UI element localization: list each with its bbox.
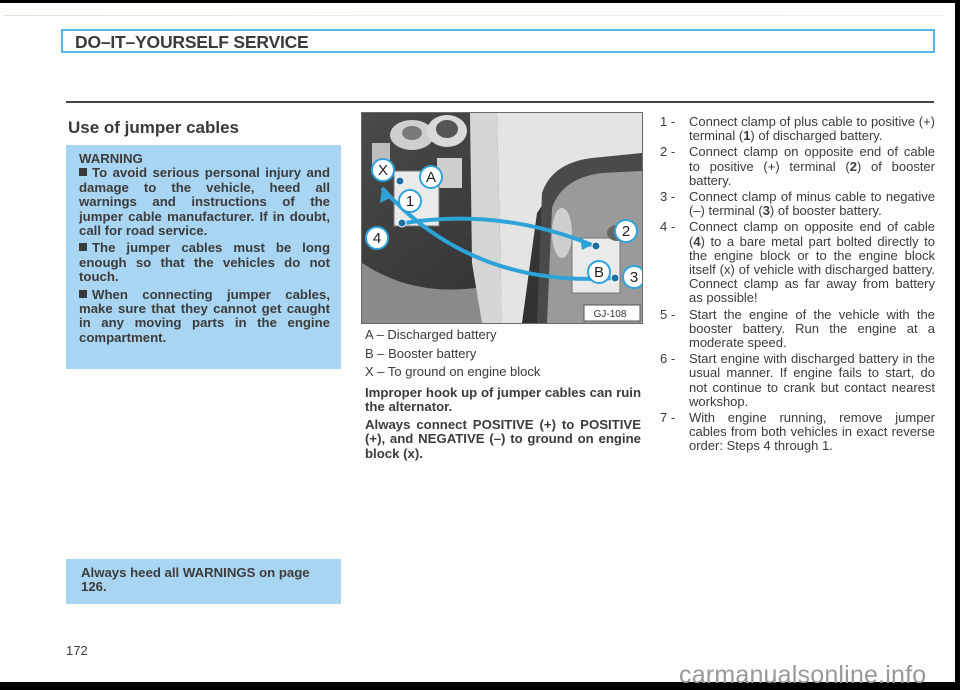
step-number: 2 - xyxy=(660,144,676,160)
engine-bay-illustration xyxy=(362,113,642,323)
step-number: 3 - xyxy=(660,189,676,205)
polarity-caution: Always connect POSITIVE (+) to POSITIVE (+), and NEGATIVE (–) to ground on engine block (x). xyxy=(365,417,641,461)
svg-text:4: 4 xyxy=(372,230,382,247)
callout-b xyxy=(588,261,610,283)
legend-item-a: A – Discharged battery xyxy=(365,327,497,342)
step-item: 1 - Connect clamp of plus cable to positive (+) terminal (1) of discharged battery. xyxy=(660,114,935,144)
figure-code: GJ-108 xyxy=(593,309,627,320)
step-item: 4 - Connect clamp on opposite end of cable (4) to a bare metal part bolted directly to the engine block or to the engine block itself (x) of vehicle with discharged battery. Connect clamp as far away from battery as possible! xyxy=(660,219,935,306)
warning-item: When connecting jumper cables, make sure that they cannot get caught in any moving parts in the engine compartment. xyxy=(79,286,330,345)
top-rule xyxy=(4,15,944,16)
callout-a xyxy=(420,166,442,188)
step-number: 5 - xyxy=(660,306,676,322)
square-bullet-icon xyxy=(79,243,87,251)
svg-text:B: B xyxy=(593,264,605,281)
step-item: 3 - Connect clamp of minus cable to negative (–) terminal (3) of booster battery. xyxy=(660,189,935,219)
procedure-steps xyxy=(660,115,935,456)
jumper-cable-diagram xyxy=(361,112,643,324)
step-number: 7 - xyxy=(660,410,676,426)
site-watermark: carmanualsonline.info xyxy=(679,661,927,689)
step-item: 5 - Start the engine of the vehicle with the booster battery. Run the engine at a moderate speed. xyxy=(660,306,935,351)
alternator-caution: Improper hook up of jumper cables can ruin the alternator. xyxy=(365,384,641,414)
step-number: 1 - xyxy=(660,114,676,129)
figure-legend xyxy=(365,326,641,461)
warning-title: WARNING xyxy=(79,151,143,166)
legend-item-b: B – Booster battery xyxy=(365,345,477,361)
step-number: 6 - xyxy=(660,351,676,367)
warning-box xyxy=(66,145,341,369)
callout-4 xyxy=(366,227,388,249)
page-edge xyxy=(955,0,960,685)
callout-3 xyxy=(623,266,642,288)
section-title: Use of jumper cables xyxy=(68,118,240,137)
page-number: 172 xyxy=(66,643,88,658)
manual-page xyxy=(0,3,955,689)
callout-x xyxy=(372,159,394,181)
step-item: 6 - Start engine with discharged battery in the usual manner. If engine fails to start, do not continue to crank but contact nearest workshop. xyxy=(660,351,935,409)
warning-item: To avoid serious personal injury and damage to the vehicle, heed all warnings and instructions of the jumper cable manufacturer. If in doubt, call for road service. xyxy=(79,165,330,239)
step-item: 7 - With engine running, remove jumper cables from both vehicles in exact reverse order: Steps 4 through 1. xyxy=(660,410,935,454)
callout-2 xyxy=(615,220,637,242)
step-number: 4 - xyxy=(660,219,676,235)
chapter-header xyxy=(61,29,935,53)
step-item: 2 - Connect clamp on opposite end of cable to positive (+) terminal (2) of booster battery. xyxy=(660,144,935,188)
square-bullet-icon xyxy=(79,168,87,176)
legend-item-x: X – To ground on engine block xyxy=(365,364,541,379)
svg-text:X: X xyxy=(377,162,389,179)
svg-text:1: 1 xyxy=(405,193,415,210)
svg-text:A: A xyxy=(425,169,437,186)
warnings-reference-note: Always heed all WARNINGS on page 126. xyxy=(66,559,341,604)
section-divider xyxy=(66,101,934,103)
warning-item: The jumper cables must be long enough so that the vehicles do not touch. xyxy=(79,240,330,285)
chapter-title: DO–IT–YOURSELF SERVICE xyxy=(75,32,309,52)
callout-1 xyxy=(399,190,421,212)
square-bullet-icon xyxy=(79,290,87,298)
svg-text:2: 2 xyxy=(621,223,631,240)
svg-text:3: 3 xyxy=(629,269,639,286)
